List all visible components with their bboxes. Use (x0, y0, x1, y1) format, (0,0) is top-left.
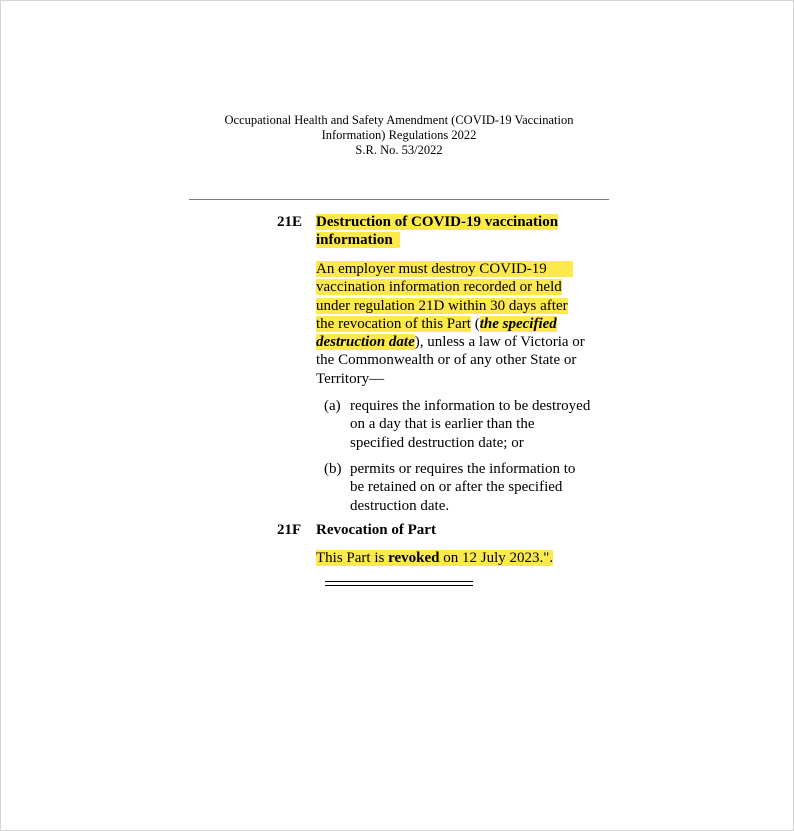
defined-term-line-2: destruction date (316, 334, 415, 351)
body-21e-rest-3: Territory— (316, 370, 385, 387)
item-b-line-2: be retained on or after the specified (350, 479, 563, 496)
heading-21e-line-2: information (316, 232, 393, 249)
header-sr-number: S.R. No. 53/2022 (355, 143, 443, 157)
body-21f-pre: This Part is (316, 550, 389, 566)
body-21e-line-2: vaccination information recorded or held (316, 279, 562, 296)
body-21e-rest-2: the Commonwealth or of any other State or (316, 352, 577, 369)
body-21e-line-1: An employer must destroy COVID-19 (316, 261, 547, 277)
end-double-rule (325, 581, 473, 586)
item-a-line-1: requires the information to be destroyed (350, 398, 591, 414)
item-a-label: (a) (324, 398, 341, 414)
section-number-21f: 21F (277, 522, 302, 538)
list-item-b (324, 460, 624, 516)
revoked-term: revoked (388, 550, 440, 566)
list-item-a (324, 397, 624, 453)
section-body-21f (316, 549, 553, 567)
section-heading-21e (316, 213, 558, 250)
defined-term-line-1: the specified (479, 315, 557, 332)
item-b-line-1: permits or requires the information to (350, 461, 576, 477)
item-b-line-3: destruction date. (350, 497, 450, 514)
section-body-21e (316, 260, 616, 388)
item-b-label: (b) (324, 461, 342, 477)
body-21e-line-3: under regulation 21D within 30 days after (316, 297, 568, 314)
body-21f-post: on 12 July 2023.". (439, 550, 554, 566)
item-a-line-2: on a day that is earlier than the (350, 416, 535, 433)
body-21e-line-4: the revocation of this Part (316, 315, 471, 332)
body-21e-paren: ( (470, 315, 480, 332)
header-title-line-2: Information) Regulations 2022 (321, 128, 477, 142)
section-number-21e: 21E (277, 214, 303, 230)
header-rule (189, 199, 609, 200)
body-21e-rest-1: ), unless a law of Victoria or (414, 334, 585, 351)
section-heading-21f: Revocation of Part (316, 522, 436, 538)
header-title-line-1: Occupational Health and Safety Amendment (COVID-19 Vaccination (224, 113, 574, 127)
running-header (1, 113, 794, 158)
heading-21e-line-1: Destruction of COVID-19 vaccination (316, 214, 559, 230)
item-a-line-3: specified destruction date; or (350, 434, 524, 451)
